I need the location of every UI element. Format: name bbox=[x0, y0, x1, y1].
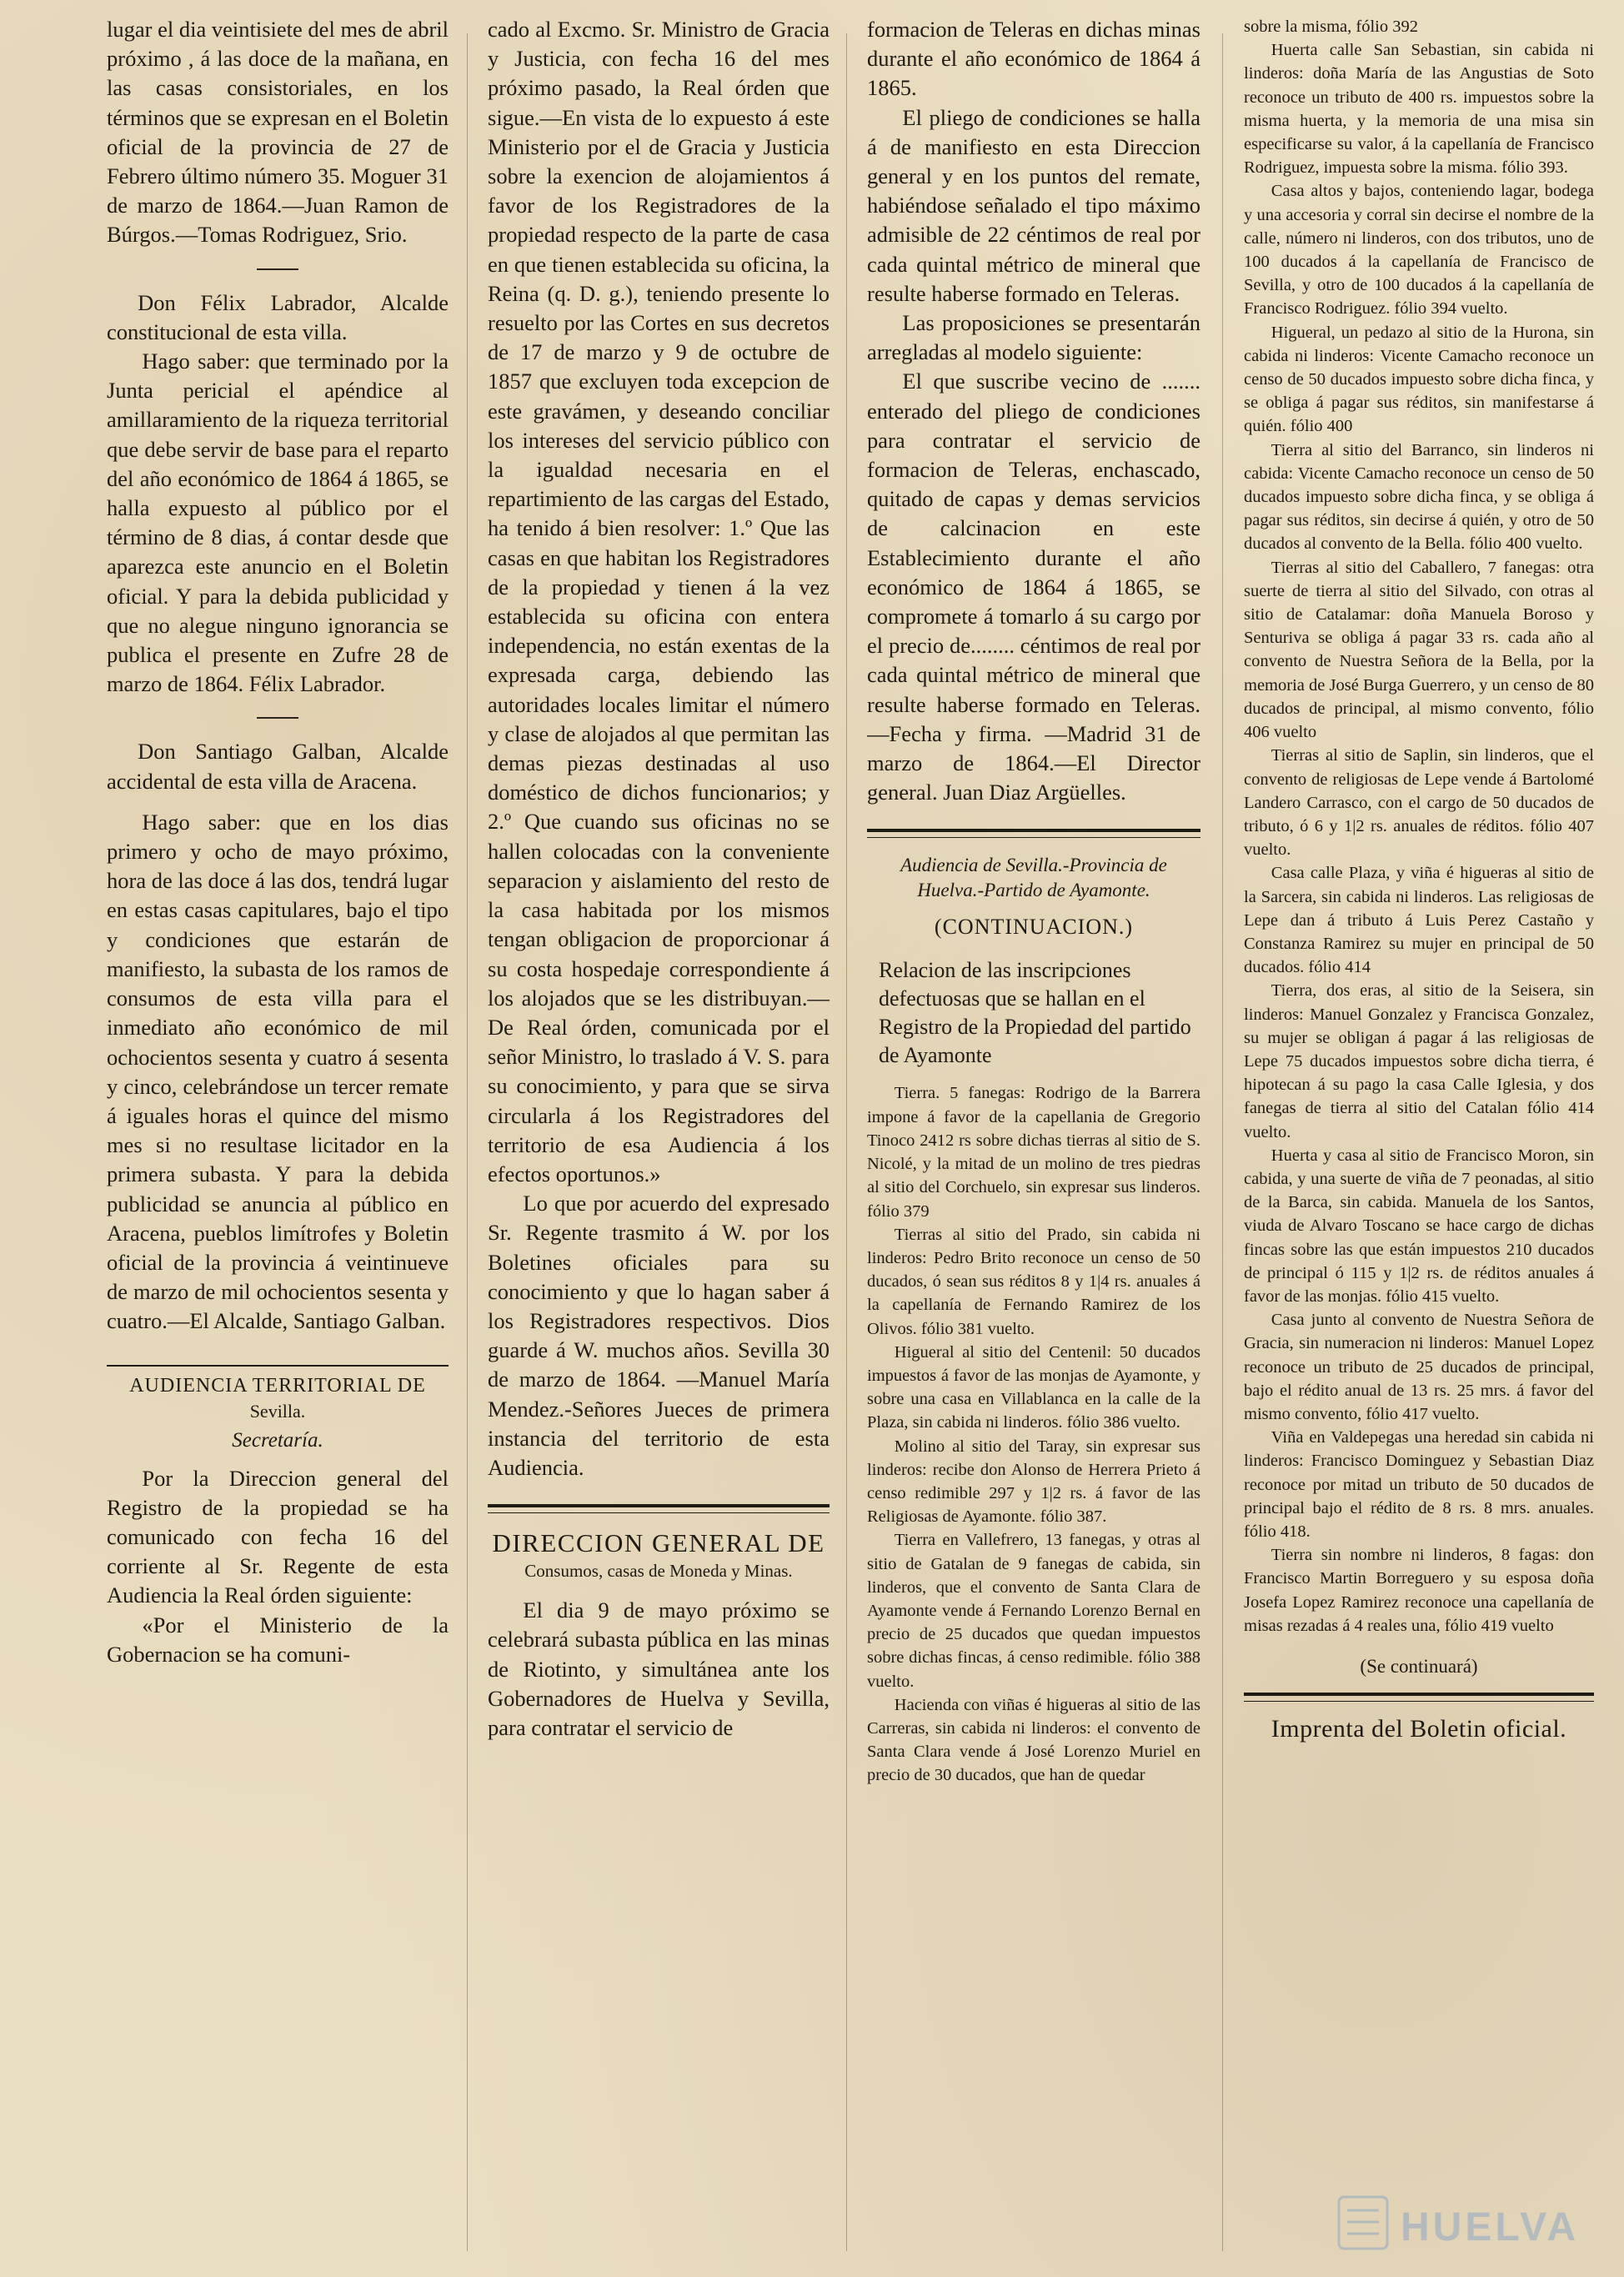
inscripciones-list-a bbox=[867, 1081, 1200, 1787]
list-item: Casa junto al convento de Nuestra Señora de Gracia, sin numeracion ni linderos: Manuel Lopez reconoce un tributo de 25 ducados de principal, bajo el rédito anual de 13 rs. 25 mrs. á favor del mismo convento, fólio 417 vuelto. bbox=[1244, 1311, 1594, 1423]
column-divider bbox=[1222, 33, 1223, 2251]
list-item: Tierra. 5 fanegas: Rodrigo de la Barrera impone á favor de la capellania de Gregorio Tinoco 2412 rs sobre dichas tierras al sitio de S. Nicolé, y la mitad de un molino de tres piedras al sitio del Corchuelo, sin expresar sus linderos. fólio 379 bbox=[867, 1084, 1200, 1221]
section-rule-thin bbox=[867, 837, 1200, 838]
list-item: Tierra sin nombre ni linderos, 8 fagas: don Francisco Martin Borreguero y su esposa doña Josefa Lopez Ramirez reconoce una capellanía de misas rezadas á 4 reales una, fólio 419 vuelto bbox=[1244, 1546, 1594, 1635]
continuacion-heading: (CONTINUACION.) bbox=[934, 915, 1134, 940]
list-item: Casa altos y bajos, conteniendo lagar, bodega y una accesoria y corral sin decirse el nombre de la calle, número ni linderos, con dos tributos, uno de 100 ducados á la capellanía de Francisco de Sevilla, y otro de 100 ducados á la capellanía de Francisco Rodriguez. fólio 394 vuelto. bbox=[1244, 182, 1594, 318]
imprenta-footer: Imprenta del Boletin oficial. bbox=[1271, 1715, 1567, 1743]
proposiciones-text: Las proposiciones se presentarán arregladas al modelo siguiente: bbox=[867, 310, 1200, 365]
list-item: Tierra, dos eras, al sitio de la Seisera, sin linderos: Manuel Gonzalez y Francisca Gonzalez, su mujer se obligan á pagar á las religiosas de Lepe 75 ducados impuestos sobre dicha tierra, é hipotecan á su pago la casa Calle Iglesia, y dos fanegas de tierra al sitio del Catalan fólio 414 vuelto. bbox=[1244, 981, 1594, 1141]
section-rule bbox=[107, 1365, 449, 1367]
audiencia-subtitle: Sevilla. bbox=[249, 1400, 306, 1422]
stamp-lines-icon bbox=[1347, 2210, 1379, 2234]
list-item: Hacienda con viñas é higueras al sitio de las Carreras, sin cabida ni linderos: el convento de Santa Clara vende á José Lorenzo Muriel en precio de 30 ducados, que han de quedar bbox=[867, 1695, 1200, 1785]
zufre-notice-text: Hago saber: que terminado por la Junta pericial el apéndice al amillaramiento de la riqueza territorial que debe servir de base para el reparto del año económico de 1864 á 1865, se halla expuesto al público por el término de 8 dias, á contar desde que aparezca este anuncio en el Boletin oficial. Y para la debida publicidad y que no alegue ninguno ignorancia se publica el presente en Zufre 28 de marzo de 1864. Félix Labrador. bbox=[107, 349, 449, 697]
list-item: Huerta y casa al sitio de Francisco Moron, sin cabida, y una suerte de viña de 7 peonadas, al sitio de la Barca, sin cabida. Manuela de los Santos, viuda de Alvaro Toscano se hace cargo de dichas fincas sobre las que están impuestos 210 ducados de principal ó 115 y 1|2 rs. de réditos anuales á favor de las monjas. fólio 415 vuelto. bbox=[1244, 1146, 1594, 1306]
se-continuara-note: (Se continuará) bbox=[1360, 1656, 1478, 1678]
list-item: Tierras al sitio del Caballero, 7 fanegas: otra suerte de tierra al sitio del Silvado, con otras al sitio de Catalamar: doña Manuela Boroso y Senturiva se obliga á pagar 33 rs. cada año al convento de Nuestra Señora de la Bella, por la memoria de José Burga Guerrero, y un censo de 80 ducados de principal, al mismo convento, fólio 406 vuelto bbox=[1244, 558, 1594, 742]
column-2 bbox=[488, 15, 830, 1743]
aracena-notice-text: Hago saber: que en los dias primero y ocho de mayo próximo, hora de las doce á las dos, tendrá lugar en estas casas capitulares, bajo el tipo y condiciones que estarán de manifiesto, la subasta de los ramos de consumos de esta villa para el inmediato año económico de mil ochocientos sesenta y cuatro á sesenta y cinco, celebrándose un tercer remate á iguales horas el quince del mismo mes si no resultase licitador en la primera subasta. Y para la debida publicidad se anuncia al público en Aracena, pueblos limítrofes y Boletin oficial de la provincia á veintinueve de marzo de mil ochocientos sesenta y cuatro.—El Alcalde, Santiago Galban. bbox=[107, 809, 449, 1334]
aracena-notice-heading: Don Santiago Galban, Alcalde accidental de esta villa de Aracena. bbox=[107, 739, 449, 794]
list-item: Viña en Valdepegas una heredad sin cabida ni linderos: Francisco Dominguez y Sebastian Diaz reconoce por mitad un tributo de 50 ducados de principal bajo el rédito de 8 rs. 8 mrs. anuales. fólio 418. bbox=[1244, 1428, 1594, 1541]
moguer-notice-text: lugar el dia veintisiete del mes de abril próximo , á las doce de la mañana, en las casas consistoriales, en los términos que se expresan en el Boletin oficial de la provincia de 27 de Febrero último número 35. Moguer 31 de marzo de 1864.—Juan Ramon de Búrgos.—Tomas Rodriguez, Srio. bbox=[107, 17, 449, 248]
final-rule-thick bbox=[1244, 1693, 1594, 1696]
list-item: Tierra en Vallefrero, 13 fanegas, y otras al sitio de Gatalan de 9 fanegas de cabida, sin linderos, que el convento de Santa Clara de Ayamonte vende á Fernando Lorenzo Bernal en precio de 25 ducados que quedan impuestos sobre dichas fincas, á censo redimible. fólio 388 vuelto. bbox=[867, 1531, 1200, 1691]
real-orden-text: cado al Excmo. Sr. Ministro de Gracia y Justicia, con fecha 16 del mes próximo pasado, la Real órden que sigue.—En vista de lo expuesto á este Ministerio por el de Gracia y Justicia sobre la exencion de alojamientos á favor de los Registradores de la propiedad respecto de la parte de casa en que tienen establecida su oficina, la Reina (q. D. g.), teniendo presente lo resuelto por las Cortes en sus decretos de 17 de marzo y 9 de octubre de 1857 que excluyen toda excepcion de este gravámen, y deseando conciliar los intereses del servicio público con la igualdad necesaria en el repartimiento de las cargas del Estado, ha tenido á bien resolver: 1.º Que las casas en que habitan los Registradores de la propiedad y tienen á la vez establecida su oficina con entera independencia, no están exentas de la expresada carga, debiendo las autoridades locales limitar el número y clase de alojados al que permitan las demas piezas destinadas al uso doméstico de dichos funcionarios; y 2.º Que cuando sus oficinas no se hallen colocadas con la conveniente separacion y aislamiento del resto de la casa habitada por los mismos tengan obligacion de proporcionar á su costa hospedaje correspondiente á los alojados que se les distribuyan.—De Real órden, comunicada por el señor Ministro, lo traslado á V. S. para su conocimiento, y para que se sirva circularla á los Registradores del territorio de esa Audiencia á los efectos oportunos.» bbox=[488, 17, 830, 1186]
separator bbox=[257, 268, 298, 270]
list-item: Huerta calle San Sebastian, sin cabida ni linderos: doña María de las Angustias de Soto reconoce un tributo de 400 rs. impuestos sobre la misma huerta, y la memoria de una misa sin especificarse su valor, á la capellanía de Francisco Rodriguez, impuesta sobre la misma. fólio 393. bbox=[1244, 41, 1594, 178]
inscripciones-list-b bbox=[1244, 15, 1594, 1638]
list-item: Molino al sitio del Taray, sin expresar sus linderos: recibe don Alonso de Herrera Prieto á censo redimible 297 y 1|2 rs. á favor de las Religiosas de Ayamonte. fólio 387. bbox=[867, 1437, 1200, 1527]
section-rule-thick bbox=[488, 1504, 830, 1507]
audiencia-sevilla-title: Audiencia de Sevilla.-Provincia de Huelva.-Partido de Ayamonte. bbox=[900, 855, 1167, 901]
relacion-heading: Relacion de las inscripciones defectuosas que se hallan en el Registro de la Propiedad del partido de Ayamonte bbox=[879, 958, 1191, 1068]
column-4 bbox=[1244, 15, 1594, 1743]
column-3 bbox=[867, 15, 1200, 1788]
column-1 bbox=[107, 15, 449, 1669]
list-item: Tierra al sitio del Barranco, sin linderos ni cabida: Vicente Camacho reconoce un censo de 50 ducados impuesto sobre dicha finca, y se obliga á pagar sus réditos, sin decirse á quién, y otro de 50 ducados al convento de la Bella. fólio 400 vuelto. bbox=[1244, 440, 1594, 554]
modelo-text: El que suscribe vecino de ....... enterado del pliego de condiciones para contratar el servicio de formacion de Teleras, enchascado, quitado de capas y demas servicios de calcinacion en este Establecimiento durante el año económico de 1864 á 1865, se compromete á tomarlo á su cargo por el precio de........ céntimos de real por cada quintal métrico de mineral que resulte haberse formado en Teleras.—Fecha y firma. —Madrid 31 de marzo de 1864.—El Director general. Juan Diaz Argüelles. bbox=[867, 369, 1200, 805]
teleras-text: formacion de Teleras en dichas minas durante el año económico de 1864 á 1865. bbox=[867, 17, 1200, 101]
list-item: Casa calle Plaza, y viña é higueras al sitio de la Sarcera, sin cabida ni linderos. Las religiosas de Lepe dan á tributo á Luis Perez Castaño y Constanza Ramirez su mujer en principal de 50 ducados. fólio 414 bbox=[1244, 864, 1594, 977]
stamp-text: HUELVA bbox=[1401, 2205, 1580, 2249]
section-rule-thin bbox=[488, 1512, 830, 1513]
registro-notice-text: Por la Direccion general del Registro de la propiedad se ha comunicado con fecha 16 del corriente al Sr. Regente de esta Audiencia la Real órden siguiente: bbox=[107, 1465, 449, 1608]
secretaria-heading: Secretaría. bbox=[232, 1428, 323, 1452]
regente-notice-text: Lo que por acuerdo del expresado Sr. Regente trasmito á W. por los Boletines oficiales para su conocimiento y que lo hagan saber á los Registradores respectivos. Dios guarde á W. muchos años. Sevilla 30 de marzo de 1864. —Manuel María Mendez.-Señores Jueces de primera instancia del territorio de esta Audiencia. bbox=[488, 1191, 830, 1480]
direccion-general-subtitle: Consumos, casas de Moneda y Minas. bbox=[524, 1561, 793, 1582]
pliego-text: El pliego de condiciones se halla á de manifiesto en esta Direccion general y en los puntos del remate, habiéndose señalado el tipo máximo admisible de 22 céntimos de real por cada quintal métrico de mineral que resulte haberse formado en Teleras. bbox=[867, 104, 1200, 306]
real-orden-start: «Por el Ministerio de la Gobernacion se ha comuni- bbox=[107, 1612, 449, 1667]
subasta-notice-text: El dia 9 de mayo próximo se celebrará subasta pública en las minas de Riotinto, y simultánea ante los Gobernadores de Huelva y Sevilla, para contratar el servicio de bbox=[488, 1597, 830, 1740]
column-divider bbox=[467, 33, 468, 2251]
list-item: Higueral, un pedazo al sitio de la Hurona, sin cabida ni linderos: Vicente Camacho reconoce un censo de 50 ducados impuesto sobre dicha finca, y se obliga á pagar sus réditos, sin manifestarse á quién. fólio 400 bbox=[1244, 323, 1594, 436]
audiencia-title: AUDIENCIA TERRITORIAL DE bbox=[129, 1374, 426, 1397]
direccion-general-title: DIRECCION GENERAL DE bbox=[492, 1528, 825, 1558]
library-stamp-logo bbox=[1332, 2185, 1607, 2260]
separator bbox=[257, 717, 298, 719]
list-item: Higueral al sitio del Centenil: 50 ducados impuestos á favor de las monjas de Ayamonte, y sobre una casa en Villablanca en la calle de la Plaza, sin cabida ni linderos. fólio 386 vuelto. bbox=[867, 1342, 1200, 1432]
final-rule-thin bbox=[1244, 1701, 1594, 1702]
section-rule-thick bbox=[867, 829, 1200, 832]
list-item: Tierras al sitio de Saplin, sin linderos, que el convento de religiosas de Lepe vende á Bartolomé Landero Carrasco, con el cargo de 50 ducados de tributo, ó 6 y 1|2 rs. anuales de réditos. fólio 407 vuelto. bbox=[1244, 746, 1594, 860]
zufre-notice-heading: Don Félix Labrador, Alcalde constitucional de esta villa. bbox=[107, 289, 449, 344]
list-item: sobre la misma, fólio 392 bbox=[1244, 18, 1418, 36]
list-item: Tierras al sitio del Prado, sin cabida ni linderos: Pedro Brito reconoce un censo de 50 ducados, ó sean sus réditos 8 y 1|4 rs. anuales á la capellanía de Fernando Ramirez de los Olivos. fólio 381 vuelto. bbox=[867, 1225, 1200, 1338]
column-divider bbox=[846, 33, 847, 2251]
